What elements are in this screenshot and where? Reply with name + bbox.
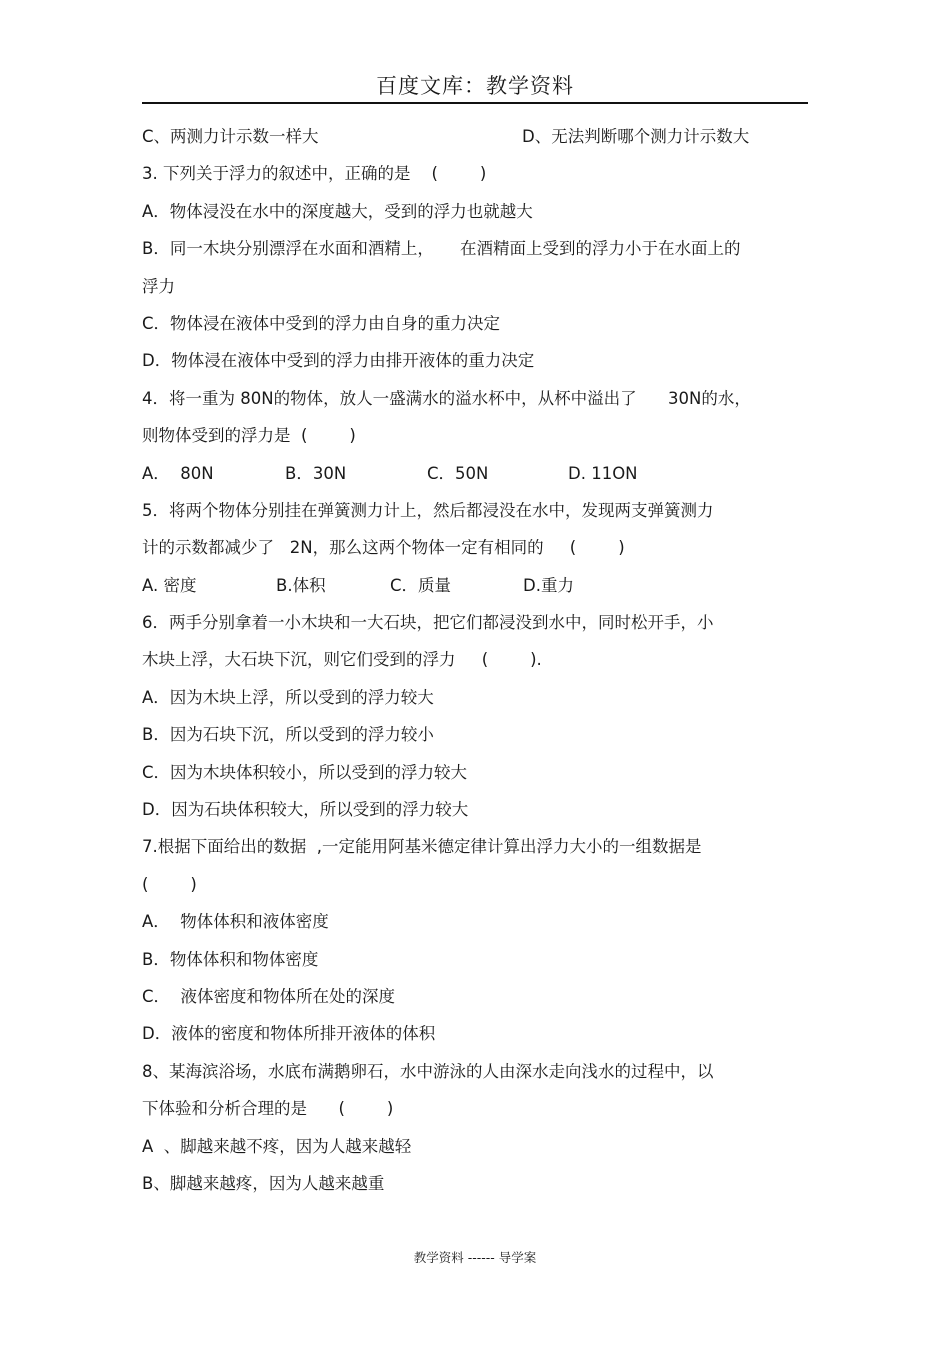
question-text: 8、某海滨浴场，水底布满鹅卵石，水中游泳的人由深水走向浅水的过程中，以 (142, 1061, 714, 1081)
option-text: D．液体的密度和物体所排开液体的体积 (142, 1024, 436, 1044)
question-text: 7.根据下面给出的数据 ,一定能用阿基米德定律计算出浮力大小的一组数据是 (142, 837, 702, 857)
question-3-option-b (142, 236, 808, 273)
question-8 (142, 1059, 808, 1096)
option-text: A．因为木块上浮，所以受到的浮力较大 (142, 687, 434, 707)
question-6-option-d (142, 797, 808, 834)
question-7 (142, 834, 808, 871)
page-footer: 教学资料 ------ 导学案 (413, 1250, 537, 1265)
option-text: A． 物体体积和液体密度 (142, 912, 329, 932)
page-header-title: 百度文库：教学资料 (376, 74, 574, 98)
option-text: B．同一木块分别漂浮在水面和酒精上， 在酒精面上受到的浮力小于在水面上的 (142, 239, 741, 259)
option-b: B.体积 (276, 575, 326, 595)
option-d: D. 11ON (568, 463, 638, 483)
question-5 (142, 498, 808, 535)
question-4-cont (142, 423, 808, 460)
option-text: B、脚越来越疼，因为人越来越重 (142, 1173, 385, 1193)
question-text: 计的示数都减少了 2N，那么这两个物体一定有相同的 ( ) (142, 538, 625, 558)
question-3-option-a (142, 199, 808, 236)
document-body (142, 124, 808, 1208)
question-text: 下体验和分析合理的是 ( ) (142, 1099, 394, 1119)
option-text: D．因为石块体积较大，所以受到的浮力较大 (142, 800, 469, 820)
question-3 (142, 161, 808, 198)
question-8-option-b (142, 1171, 808, 1208)
option-text: 浮力 (142, 276, 175, 296)
option-text: B．因为石块下沉，所以受到的浮力较小 (142, 725, 434, 745)
question-text: 3. 下列关于浮力的叙述中，正确的是 ( ) (142, 164, 487, 184)
question-6-option-b (142, 722, 808, 759)
question-8-cont (142, 1096, 808, 1133)
question-3-option-b-cont (142, 274, 808, 311)
question-7-option-d (142, 1021, 808, 1058)
question-text: 4．将一重为 80N的物体，放人一盛满水的溢水杯中，从杯中溢出了 30N的水， (142, 388, 751, 408)
question-text: ( ) (142, 874, 197, 894)
question-6-option-a (142, 685, 808, 722)
question-6-option-c (142, 760, 808, 797)
option-a: A． 80N (142, 463, 214, 483)
question-4 (142, 386, 808, 423)
question-7-option-a (142, 909, 808, 946)
question-3-option-c (142, 311, 808, 348)
question-6 (142, 610, 808, 647)
question-6-cont (142, 647, 808, 684)
option-c: C．50N (427, 463, 489, 483)
question-5-cont (142, 535, 808, 572)
option-text: A 、脚越来越不疼，因为人越来越轻 (142, 1136, 412, 1156)
option-d: D、无法判断哪个测力计示数大 (522, 127, 750, 146)
question-7-cont (142, 872, 808, 909)
option-text: A．物体浸没在水中的深度越大，受到的浮力也就越大 (142, 201, 533, 221)
option-text: C．物体浸在液体中受到的浮力由自身的重力决定 (142, 313, 501, 333)
option-b: B．30N (285, 463, 347, 483)
option-c: C、两测力计示数一样大 (142, 127, 319, 146)
option-line-cd (142, 124, 808, 161)
option-text: D．物体浸在液体中受到的浮力由排开液体的重力决定 (142, 351, 535, 371)
question-text: 6．两手分别拿着一小木块和一大石块，把它们都浸没到水中，同时松开手，小 (142, 613, 714, 633)
question-8-option-a (142, 1134, 808, 1171)
option-text: C．因为木块体积较小，所以受到的浮力较大 (142, 762, 468, 782)
question-text: 木块上浮，大石块下沉，则它们受到的浮力 ( ). (142, 650, 542, 670)
question-text: 5．将两个物体分别挂在弹簧测力计上，然后都浸没在水中，发现两支弹簧测力 (142, 500, 714, 520)
option-a: A. 密度 (142, 575, 197, 595)
question-7-option-c (142, 984, 808, 1021)
option-d: D.重力 (523, 575, 574, 595)
option-text: B．物体体积和物体密度 (142, 949, 319, 969)
question-3-option-d (142, 348, 808, 385)
question-4-options (142, 461, 808, 498)
header-divider (142, 102, 808, 104)
question-7-option-b (142, 947, 808, 984)
question-5-options (142, 573, 808, 610)
option-c: C．质量 (390, 575, 452, 595)
option-text: C． 液体密度和物体所在处的深度 (142, 986, 396, 1006)
question-text: 则物体受到的浮力是 ( ) (142, 426, 356, 446)
